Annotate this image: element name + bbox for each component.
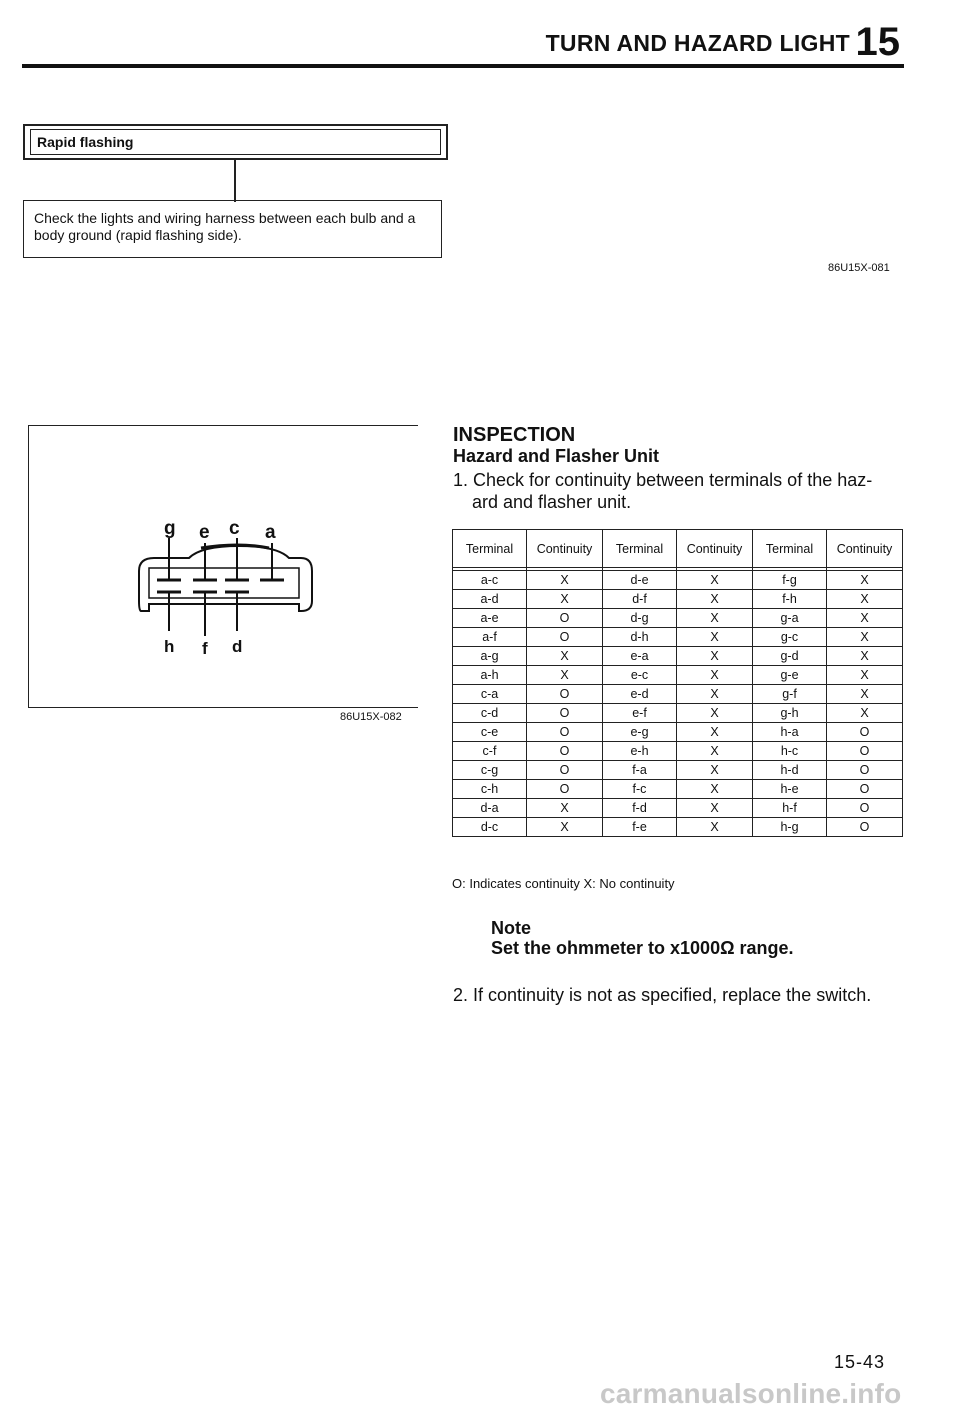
continuity-cell: X bbox=[827, 666, 903, 685]
col-header-terminal-2: Terminal bbox=[603, 530, 677, 568]
terminal-pair-cell: h-f bbox=[753, 799, 827, 818]
step-2: 2. If continuity is not as specified, replace the switch. bbox=[453, 985, 872, 1005]
terminal-pair-cell: h-e bbox=[753, 780, 827, 799]
terminal-pair-cell: e-h bbox=[603, 742, 677, 761]
continuity-cell: X bbox=[677, 609, 753, 628]
terminal-pair-cell: g-c bbox=[753, 628, 827, 647]
continuity-cell: O bbox=[827, 780, 903, 799]
check-lights-box: Check the lights and wiring harness between each bulb and a body ground (rapid flashing side). bbox=[23, 200, 442, 258]
table-row bbox=[453, 818, 903, 837]
terminal-pair-cell: c-g bbox=[453, 761, 527, 780]
continuity-cell: X bbox=[827, 704, 903, 723]
terminal-pair-cell: d-f bbox=[603, 590, 677, 609]
continuity-cell: O bbox=[827, 761, 903, 780]
connector-latch bbox=[201, 545, 269, 548]
figure-code-082: 86U15X-082 bbox=[340, 711, 402, 723]
step-1 bbox=[453, 469, 913, 513]
terminal-pair-cell: c-d bbox=[453, 704, 527, 723]
terminal-pair-cell: a-f bbox=[453, 628, 527, 647]
continuity-cell: O bbox=[527, 609, 603, 628]
terminal-labels-bottom bbox=[164, 637, 242, 658]
table-row bbox=[453, 742, 903, 761]
connector-figure-frame bbox=[28, 425, 418, 708]
continuity-cell: X bbox=[677, 780, 753, 799]
terminal-label-d: d bbox=[232, 637, 243, 656]
terminal-pair-cell: g-a bbox=[753, 609, 827, 628]
terminal-pair-cell: a-d bbox=[453, 590, 527, 609]
note-text: Set the ohmmeter to x1000Ω range. bbox=[491, 938, 794, 958]
col-header-continuity-3: Continuity bbox=[827, 530, 903, 568]
table-row bbox=[453, 666, 903, 685]
watermark: carmanualsonline.info bbox=[600, 1378, 902, 1409]
terminal-pair-cell: d-e bbox=[603, 571, 677, 590]
continuity-cell: X bbox=[827, 590, 903, 609]
continuity-cell: O bbox=[527, 628, 603, 647]
terminal-pair-cell: e-d bbox=[603, 685, 677, 704]
terminal-pair-cell: f-g bbox=[753, 571, 827, 590]
continuity-cell: O bbox=[827, 799, 903, 818]
terminal-pair-cell: f-e bbox=[603, 818, 677, 837]
continuity-cell: X bbox=[527, 666, 603, 685]
continuity-cell: X bbox=[677, 628, 753, 647]
continuity-cell: X bbox=[677, 590, 753, 609]
table-row bbox=[453, 723, 903, 742]
continuity-cell: X bbox=[677, 666, 753, 685]
table-legend: O: Indicates continuity X: No continuity bbox=[452, 876, 675, 891]
continuity-cell: X bbox=[677, 704, 753, 723]
terminal-pair-cell: f-h bbox=[753, 590, 827, 609]
continuity-cell: X bbox=[827, 628, 903, 647]
continuity-cell: X bbox=[827, 609, 903, 628]
table-row bbox=[453, 590, 903, 609]
terminal-pair-cell: a-c bbox=[453, 571, 527, 590]
terminal-pair-cell: e-c bbox=[603, 666, 677, 685]
terminal-pair-cell: g-h bbox=[753, 704, 827, 723]
connector-diagram bbox=[29, 426, 417, 707]
note-heading: Note bbox=[491, 918, 531, 938]
col-header-terminal-3: Terminal bbox=[753, 530, 827, 568]
rapid-flashing-box bbox=[23, 124, 448, 160]
continuity-cell: X bbox=[677, 799, 753, 818]
continuity-cell: O bbox=[527, 723, 603, 742]
terminal-label-h: h bbox=[164, 637, 175, 656]
page-header-title: TURN AND HAZARD LIGHT bbox=[545, 30, 850, 56]
step-1-line-2: ard and flasher unit. bbox=[472, 492, 632, 512]
terminal-pair-cell: d-c bbox=[453, 818, 527, 837]
terminal-pair-cell: c-f bbox=[453, 742, 527, 761]
terminal-pair-cell: h-a bbox=[753, 723, 827, 742]
continuity-cell: X bbox=[677, 761, 753, 780]
terminal-pair-cell: f-d bbox=[603, 799, 677, 818]
step-1-line-1 bbox=[453, 469, 913, 491]
continuity-table bbox=[452, 529, 903, 837]
table-row bbox=[453, 704, 903, 723]
figure-code-081: 86U15X-081 bbox=[828, 262, 890, 274]
terminal-label-e: e bbox=[199, 522, 210, 543]
col-header-terminal-1: Terminal bbox=[453, 530, 527, 568]
continuity-cell: O bbox=[527, 685, 603, 704]
header-rule bbox=[22, 64, 904, 68]
terminal-pair-cell: d-h bbox=[603, 628, 677, 647]
continuity-cell: O bbox=[527, 704, 603, 723]
continuity-cell: X bbox=[677, 571, 753, 590]
continuity-cell: O bbox=[827, 818, 903, 837]
continuity-cell: X bbox=[527, 590, 603, 609]
rapid-flashing-title: Rapid flashing bbox=[37, 134, 134, 150]
table-row bbox=[453, 628, 903, 647]
table-row bbox=[453, 761, 903, 780]
table-row bbox=[453, 609, 903, 628]
terminal-pair-cell: e-a bbox=[603, 647, 677, 666]
table-body bbox=[453, 568, 903, 837]
continuity-cell: X bbox=[827, 685, 903, 704]
terminal-pair-cell: e-f bbox=[603, 704, 677, 723]
continuity-cell: X bbox=[827, 647, 903, 666]
continuity-cell: X bbox=[677, 723, 753, 742]
terminal-pair-cell: f-c bbox=[603, 780, 677, 799]
table-row bbox=[453, 685, 903, 704]
terminal-pair-cell: c-a bbox=[453, 685, 527, 704]
terminal-labels-top bbox=[164, 518, 276, 543]
terminal-pair-cell: a-h bbox=[453, 666, 527, 685]
terminal-label-a: a bbox=[265, 522, 276, 543]
terminal-pair-cell: c-h bbox=[453, 780, 527, 799]
table-row bbox=[453, 647, 903, 666]
continuity-cell: X bbox=[527, 571, 603, 590]
table-row bbox=[453, 780, 903, 799]
step-1-number: 1. bbox=[453, 470, 469, 490]
inspection-subheading: Hazard and Flasher Unit bbox=[453, 446, 660, 466]
inspection-heading: INSPECTION bbox=[453, 424, 576, 446]
terminal-label-c: c bbox=[229, 518, 240, 539]
terminal-pair-cell: a-e bbox=[453, 609, 527, 628]
terminal-pair-cell: h-c bbox=[753, 742, 827, 761]
terminal-pair-cell: h-g bbox=[753, 818, 827, 837]
flowchart-connector-line bbox=[234, 160, 236, 202]
continuity-cell: O bbox=[827, 742, 903, 761]
connector-body bbox=[139, 538, 312, 636]
terminal-pair-cell: c-e bbox=[453, 723, 527, 742]
terminal-pair-cell: h-d bbox=[753, 761, 827, 780]
terminal-pair-cell: f-a bbox=[603, 761, 677, 780]
terminal-pair-cell: e-g bbox=[603, 723, 677, 742]
section-number: 15 bbox=[855, 20, 900, 64]
continuity-cell: X bbox=[527, 799, 603, 818]
continuity-cell: X bbox=[677, 647, 753, 666]
terminal-pair-cell: a-g bbox=[453, 647, 527, 666]
continuity-cell: X bbox=[677, 742, 753, 761]
continuity-cell: O bbox=[527, 780, 603, 799]
terminal-pair-cell: g-f bbox=[753, 685, 827, 704]
continuity-cell: X bbox=[527, 818, 603, 837]
table-header-row bbox=[453, 530, 903, 568]
table-row bbox=[453, 571, 903, 590]
terminal-pair-cell: d-g bbox=[603, 609, 677, 628]
col-header-continuity-1: Continuity bbox=[527, 530, 603, 568]
terminal-pair-cell: d-a bbox=[453, 799, 527, 818]
step-1-text-1: Check for continuity between terminals of the haz- bbox=[473, 470, 873, 490]
terminal-label-g: g bbox=[164, 518, 176, 539]
continuity-cell: X bbox=[677, 685, 753, 704]
continuity-cell: X bbox=[527, 647, 603, 666]
page-number: 15-43 bbox=[834, 1352, 886, 1372]
continuity-cell: O bbox=[827, 723, 903, 742]
table-row bbox=[453, 799, 903, 818]
terminal-label-f: f bbox=[202, 639, 208, 658]
terminal-pair-cell: g-d bbox=[753, 647, 827, 666]
continuity-cell: X bbox=[827, 571, 903, 590]
terminal-pair-cell: g-e bbox=[753, 666, 827, 685]
col-header-continuity-2: Continuity bbox=[677, 530, 753, 568]
continuity-cell: X bbox=[677, 818, 753, 837]
continuity-cell: O bbox=[527, 742, 603, 761]
continuity-cell: O bbox=[527, 761, 603, 780]
